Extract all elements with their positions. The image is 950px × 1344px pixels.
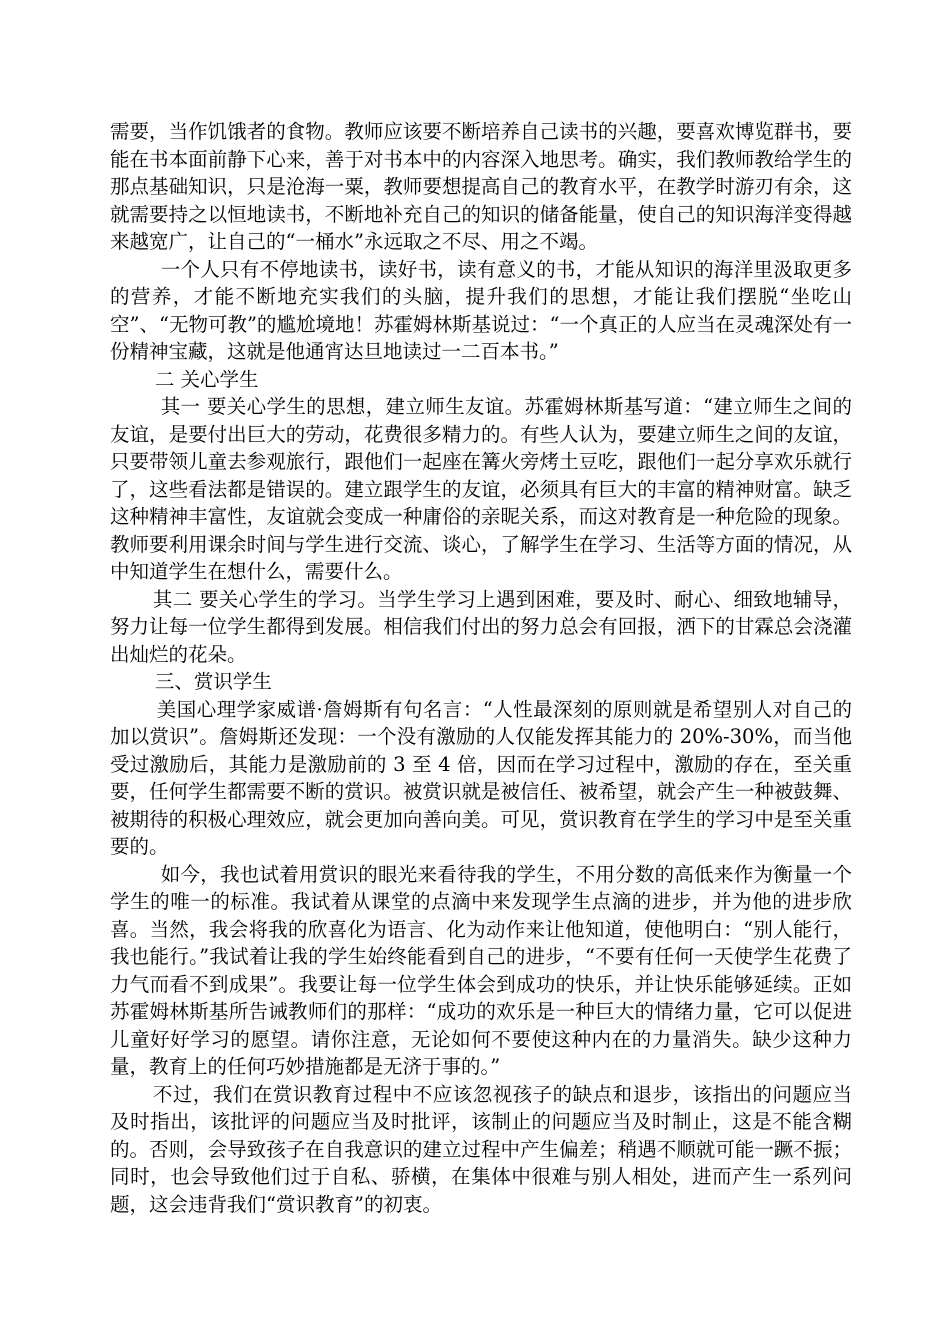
paragraph-reading-continued: 需要，当作饥饿者的食物。教师应该要不断培养自己读书的兴趣，要喜欢博览群书，要能在书本面前静下心来，善于对书本中的内容深入地思考。确实，我们教师教给学生的那点基础知识，只是沧海一粟，教师要想提高自己的教育水平，在教学时游刃有余，这就需要持之以恒地读书，不断地补充自己的知识的储备能量，使自己的知识海洋变得越来越宽广，让自己的“一桶水”永远取之不尽、用之不竭。 — [110, 120, 852, 253]
paragraph-james-quote: 美国心理学家威谱·詹姆斯有句名言：“人性最深刻的原则就是希望别人对自己的加以赏识”。詹姆斯还发现：一个没有激励的人仅能发挥其能力的 20%-30%，而当他受过激励后，其能力是激励前的 3 至 4 倍，因而在学习过程中，激励的存在，至关重要，任何学生都需要不断的赏识。被赏识就是被信任、被希望，就会产生一种被鼓舞、被期待的积极心理效应，就会更加向善向美。可见，赏识教育在学生的学习中是至关重要的。 — [110, 697, 852, 858]
paragraph-appreciation-caution: 不过，我们在赏识教育过程中不应该忽视孩子的缺点和退步，该指出的问题应当及时指出，该批评的问题应当及时批评，该制止的问题应当及时制止，这是不能含糊的。否则，会导致孩子在自我意识的建立过程中产生偏差；稍遇不顺就可能一蹶不振；同时，也会导致他们过于自私、骄横，在集体中很难与别人相处，进而产生一系列问题，这会违背我们“赏识教育”的初衷。 — [110, 1082, 852, 1216]
paragraph-appreciation-practice: 如今，我也试着用赏识的眼光来看待我的学生，不用分数的高低来作为衡量一个学生的唯一的标准。我试着从课堂的点滴中来发现学生点滴的进步，并为他的进步欣喜。当然，我会将我的欣喜化为语言、化为动作来让他知道，使他明白：“别人能行，我也能行。”我试着让我的学生始终能看到自己的进步，“不要有任何一天使学生花费了力气而看不到成果”。我要让每一位学生体会到成功的快乐，并让快乐能够延续。正如苏霍姆林斯基所告诫教师们的那样：“成功的欢乐是一种巨大的情绪力量，它可以促进儿童好好学习的愿望。请你注意，无论如何不要使这种内在的力量消失。缺少这种力量，教育上的任何巧妙措施都是无济于事的。” — [110, 862, 852, 1078]
paragraph-care-study: 其二 要关心学生的学习。当学生学习上遇到困难，要及时、耐心、细致地辅导，努力让每一位学生都得到发展。相信我们付出的努力总会有回报，洒下的甘霖总会浇灌出灿烂的花朵。 — [110, 587, 852, 666]
paragraph-reading-more: 一个人只有不停地读书，读好书，读有意义的书，才能从知识的海洋里汲取更多的营养，才能不断地充实我们的头脑，提升我们的思想，才能让我们摆脱“坐吃山空”、“无物可教”的尴尬境地！苏霍姆林斯基说过：“一个真正的人应当在灵魂深处有一份精神宝藏，这就是他通宵达旦地读过一二百本书。” — [110, 257, 852, 363]
section-heading-care-students: 二 关心学生 — [154, 367, 259, 391]
section-heading-appreciate-students: 三、赏识学生 — [154, 670, 272, 693]
document-body — [110, 118, 852, 1218]
paragraph-care-thoughts: 其一 要关心学生的思想，建立师生友谊。苏霍姆林斯基写道：“建立师生之间的友谊，是要付出巨大的劳动，花费很多精力的。有些人认为，要建立师生之间的友谊，只要带领儿童去参观旅行，跟他们一起座在篝火旁烤土豆吃，跟他们一起分享欢乐就行了，这些看法都是错误的。建立跟学生的友谊，必须具有巨大的丰富的精神财富。缺乏这种精神丰富性，友谊就会变成一种庸俗的亲昵关系，而这对教育是一种危险的现象。教师要利用课余时间与学生进行交流、谈心，了解学生在学习、生活等方面的情况，从中知道学生在想什么，需要什么。 — [110, 395, 852, 583]
